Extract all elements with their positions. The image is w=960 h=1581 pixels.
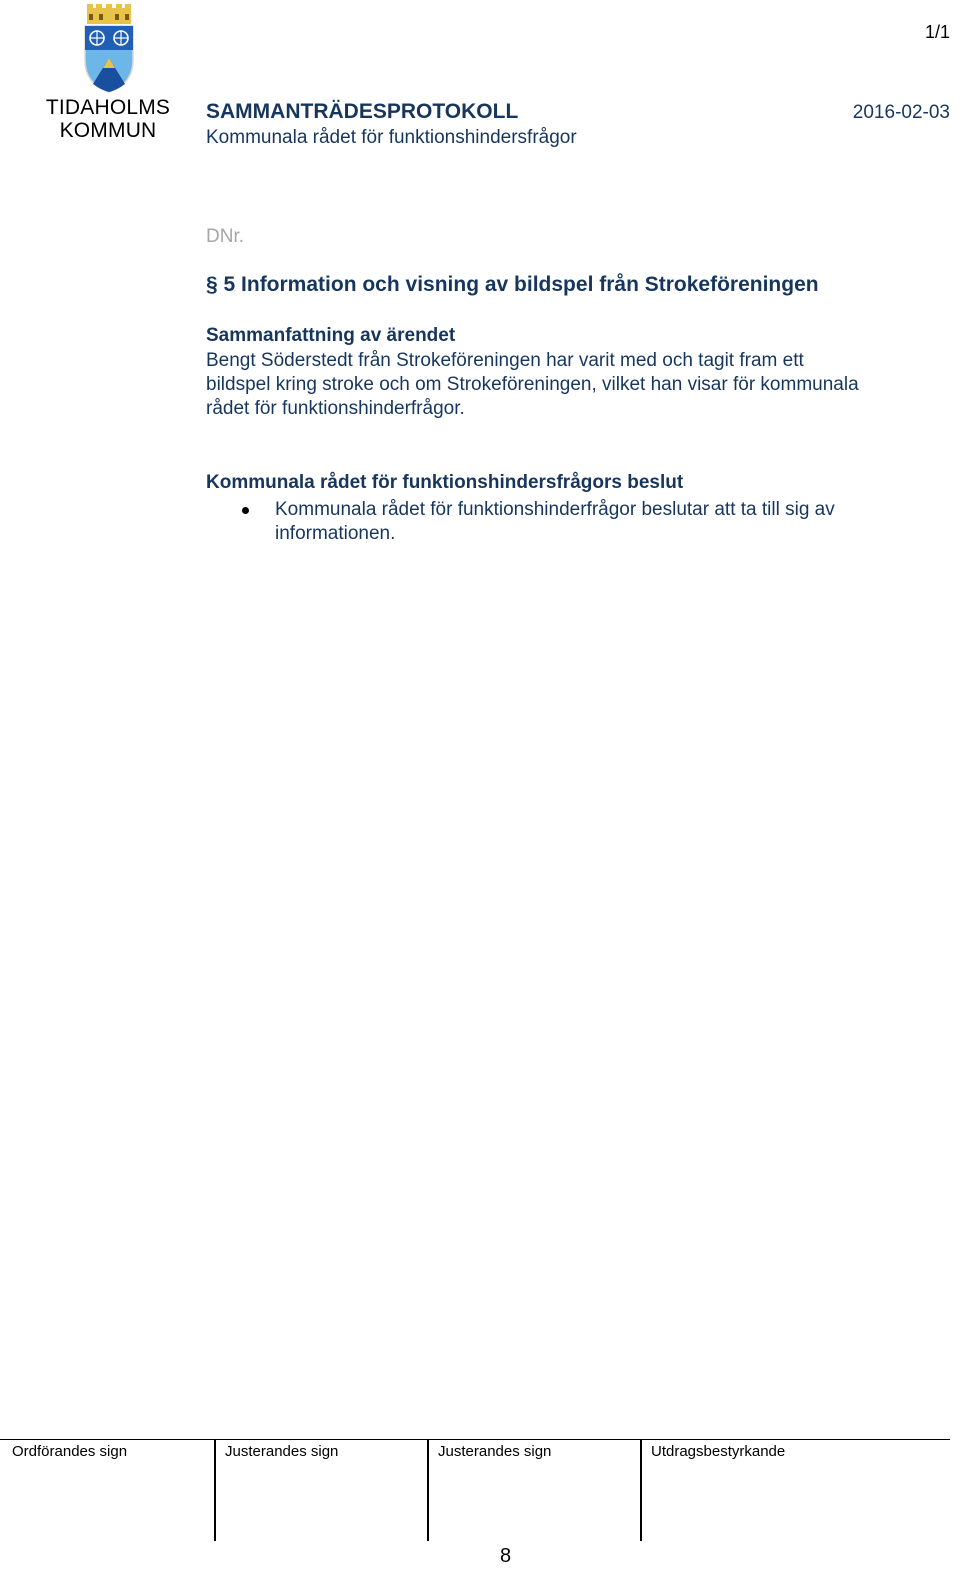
coat-of-arms-icon xyxy=(75,4,143,94)
signature-table xyxy=(0,1439,950,1541)
decision-item xyxy=(206,498,951,546)
decision-item-line-2: informationen. xyxy=(275,523,396,544)
decision-item-line-1: Kommunala rådet för funktionshinderfrågor beslutar att ta till sig av xyxy=(275,499,835,520)
signature-cell-adjuster-1 xyxy=(216,1440,428,1541)
municipality-logo xyxy=(40,4,176,146)
logo-line-2: KOMMUN xyxy=(59,119,157,142)
section-heading: § 5 Information och visning av bildspel från Strokeföreningen xyxy=(206,273,819,296)
signature-cell-chair xyxy=(0,1440,214,1541)
document-title: SAMMANTRÄDESPROTOKOLL xyxy=(206,100,519,123)
logo-line-1: TIDAHOLMS xyxy=(45,96,171,119)
signature-label: Ordförandes sign xyxy=(12,1443,128,1460)
summary-line: rådet för funktionshinderfrågor. xyxy=(206,398,465,419)
page-counter: 1/1 xyxy=(924,22,950,42)
signature-label: Utdragsbestyrkande xyxy=(651,1443,786,1460)
summary-heading: Sammanfattning av ärendet xyxy=(206,325,456,346)
document-subtitle: Kommunala rådet för funktionshindersfrågor xyxy=(206,127,577,148)
signature-label: Justerandes sign xyxy=(438,1443,552,1460)
signature-cell-adjuster-2 xyxy=(429,1440,641,1541)
signature-cell-extract-certified xyxy=(642,1440,950,1541)
signature-label: Justerandes sign xyxy=(225,1443,339,1460)
dnr-label: DNr. xyxy=(206,226,244,247)
summary-line: Bengt Söderstedt från Strokeföreningen har varit med och tagit fram ett xyxy=(206,350,804,371)
summary-body xyxy=(206,349,951,421)
logo-wordmark xyxy=(40,96,176,142)
decision-heading: Kommunala rådet för funktionshindersfrågors beslut xyxy=(206,472,684,493)
document-date: 2016-02-03 xyxy=(852,102,950,123)
page-number: 8 xyxy=(500,1545,512,1567)
bullet-icon xyxy=(242,507,249,514)
decision-list xyxy=(206,498,951,546)
summary-line: bildspel kring stroke och om Strokeföreningen, vilket han visar för kommunala xyxy=(206,374,859,395)
